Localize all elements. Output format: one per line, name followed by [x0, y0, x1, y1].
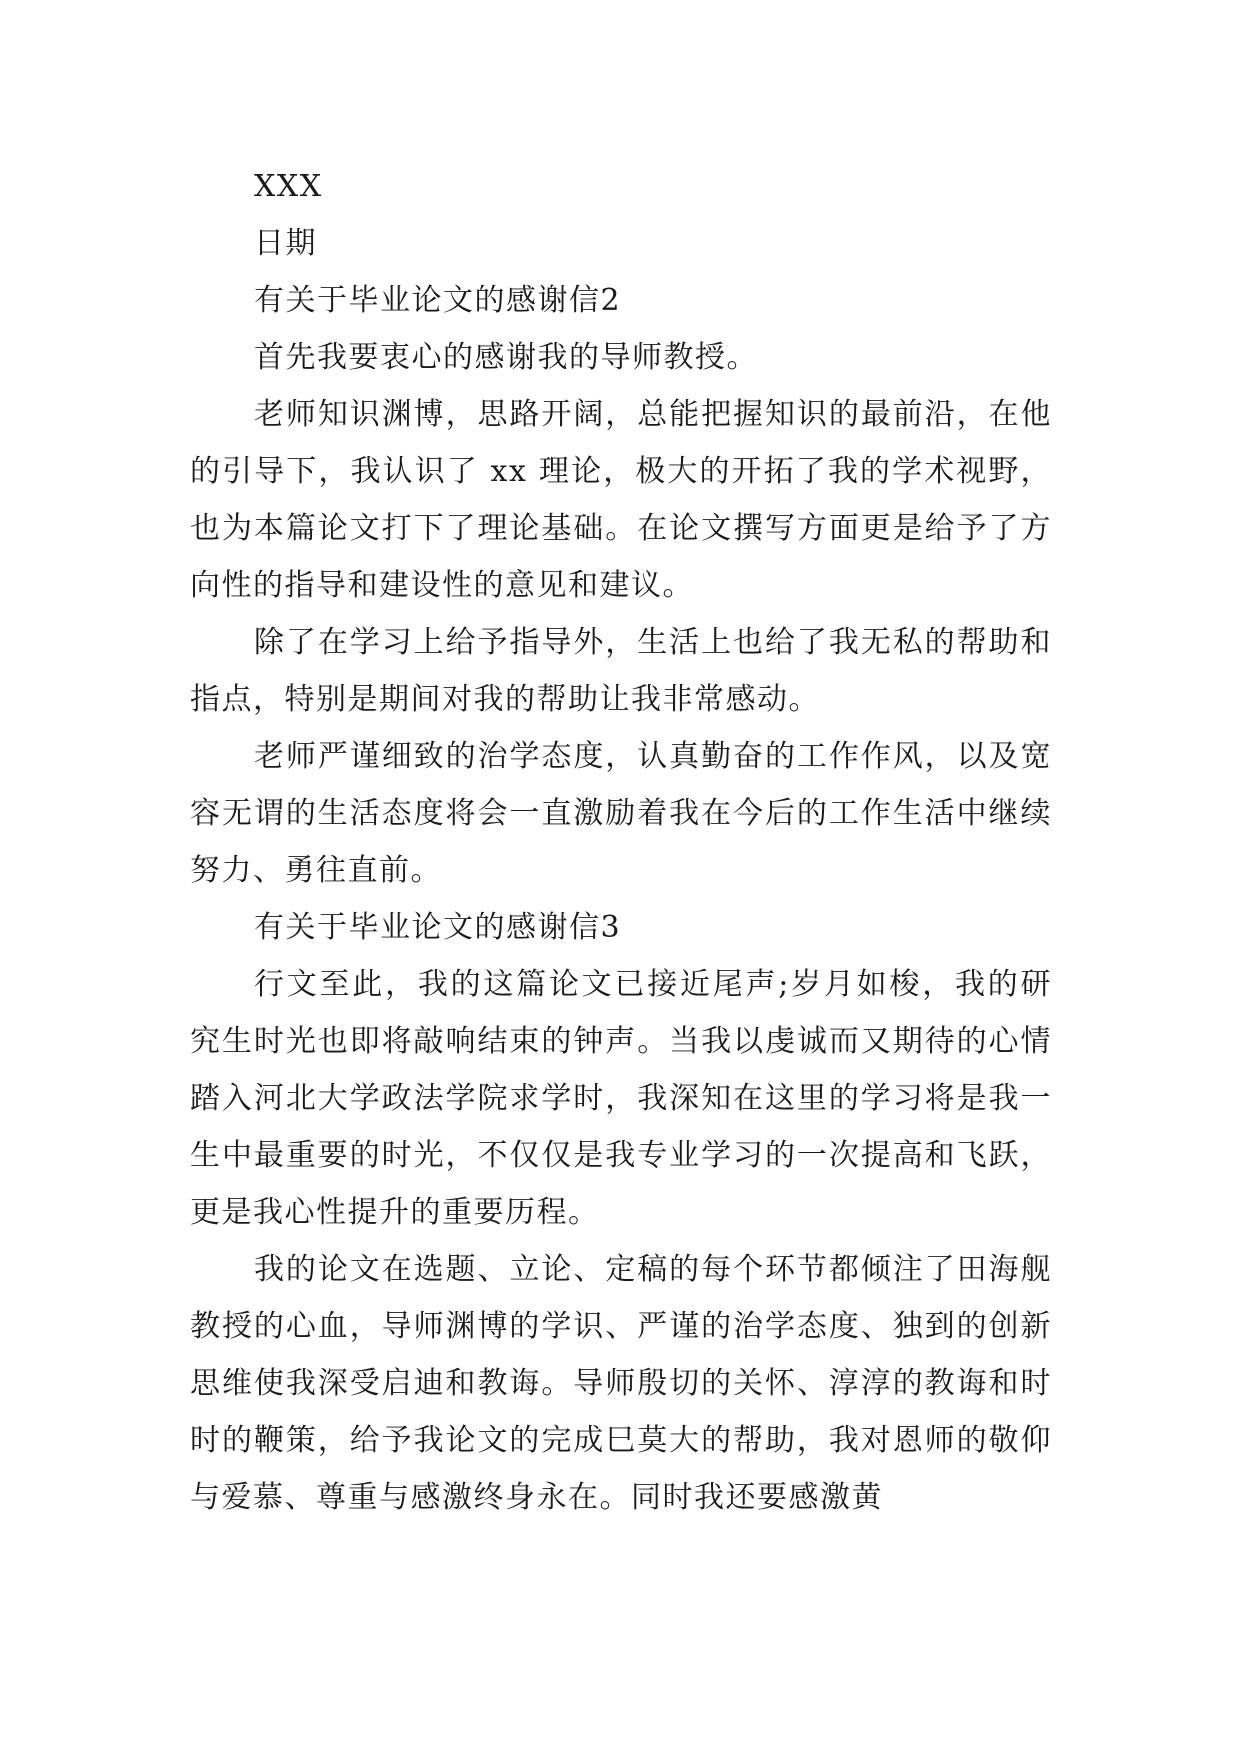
letter-heading-3: 有关于毕业论文的感谢信3 — [254, 910, 622, 945]
paragraph: 行文至此，我的这篇论文已接近尾声;岁月如梭，我的研究生时光也即将敲响结束的钟声。当我以虔诚而又期待的心情踏入河北大学政法学院求学时，我深知在这里的学习将是我一生中最重要的时光，不仅仅是我专业学习的一次提高和飞跃，更是我心性提升的重要历程。 — [190, 967, 1052, 1230]
paragraph: 除了在学习上给予指导外，生活上也给了我无私的帮助和指点，特别是期间对我的帮助让我非常感动。 — [190, 625, 1052, 717]
letter-heading-2: 有关于毕业论文的感谢信2 — [254, 283, 622, 318]
signature-name: XXX — [254, 169, 323, 204]
paragraph: 老师知识渊博，思路开阔，总能把握知识的最前沿，在他的引导下，我认识了 xx 理论，极大的开拓了我的学术视野，也为本篇论文打下了理论基础。在论文撰写方面更是给予了方向性的指导和建设性的意见和建议。 — [190, 397, 1052, 603]
paragraph: 首先我要衷心的感谢我的导师教授。 — [254, 340, 758, 375]
paragraph: 我的论文在选题、立论、定稿的每个环节都倾注了田海舰教授的心血，导师渊博的学识、严谨的治学态度、独到的创新思维使我深受启迪和教诲。导师殷切的关怀、淳淳的教诲和时时的鞭策，给予我论文的完成巳莫大的帮助，我对恩师的敬仰与爱慕、尊重与感激终身永在。同时我还要感激黄 — [190, 1252, 1052, 1515]
document-body — [190, 158, 1052, 1526]
signature-date: 日期 — [254, 226, 317, 261]
paragraph: 老师严谨细致的治学态度，认真勤奋的工作作风，以及宽容无谓的生活态度将会一直激励着我在今后的工作生活中继续努力、勇往直前。 — [190, 739, 1052, 888]
